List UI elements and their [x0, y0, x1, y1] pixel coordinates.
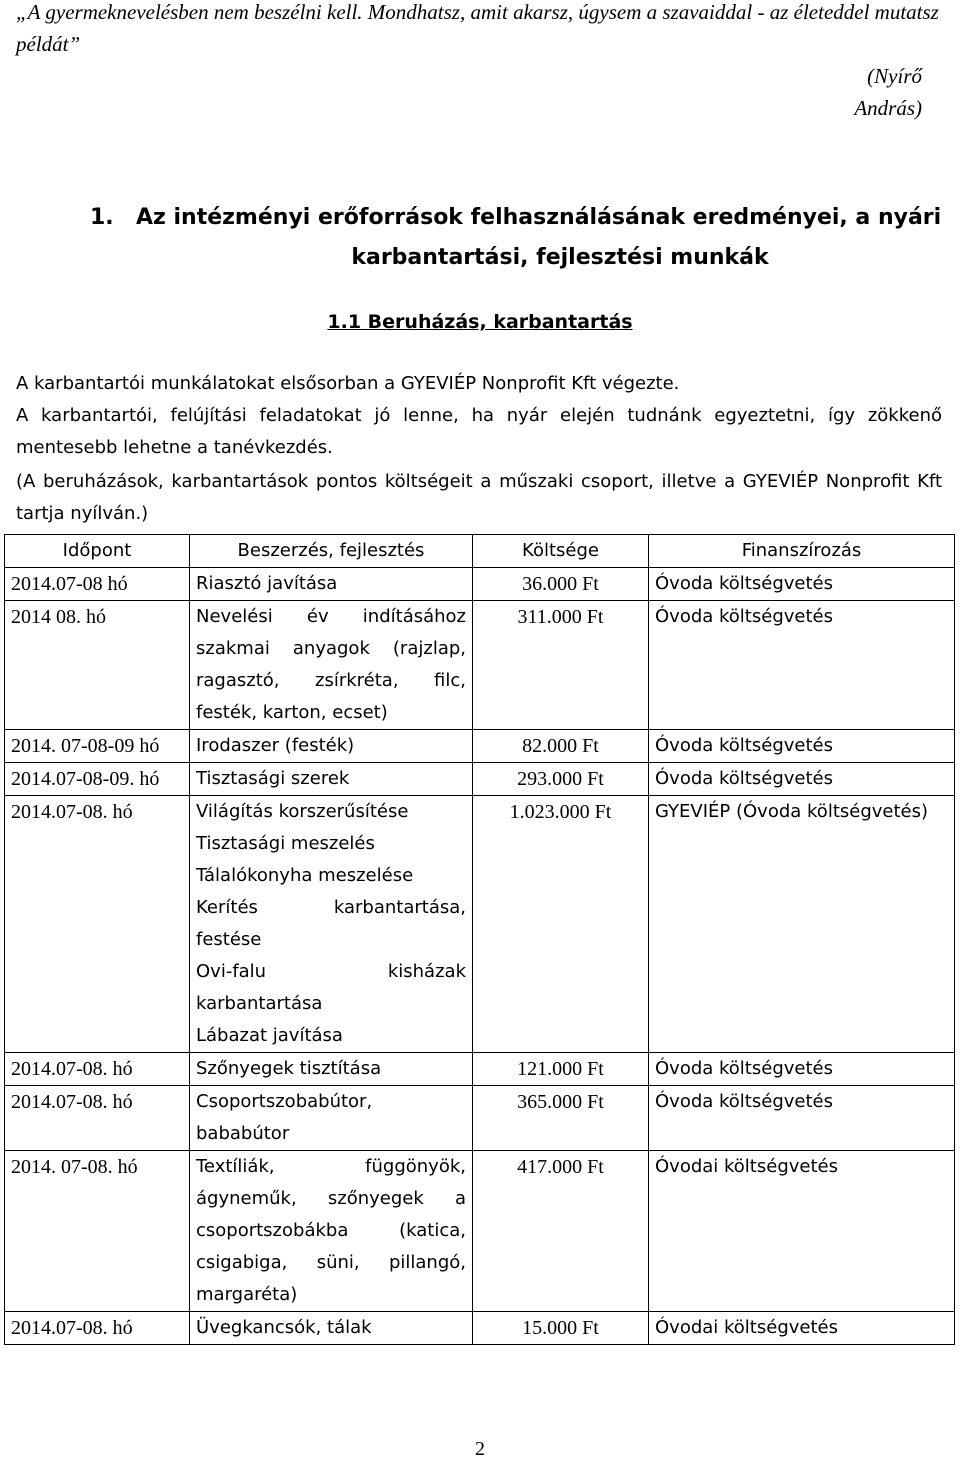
table-row [5, 568, 955, 601]
item-line: Riasztó javítása [196, 573, 338, 594]
table-row [5, 1053, 955, 1086]
item-line: Ovi-falu kisházak karbantartása [196, 961, 466, 1014]
row-funding: Óvoda költségvetés [649, 601, 955, 730]
row-date: 2014.07-08-09. hó [5, 763, 190, 796]
table-row [5, 763, 955, 796]
row-cost: 293.000 Ft [473, 763, 649, 796]
row-funding: Óvoda költségvetés [649, 1086, 955, 1151]
motto-quote [16, 0, 942, 124]
row-cost: 15.000 Ft [473, 1312, 649, 1345]
row-date: 2014. 07-08. hó [5, 1151, 190, 1312]
item-line: Tisztasági szerek [196, 768, 350, 789]
header-item: Beszerzés, fejlesztés [190, 535, 473, 568]
subsection-heading [0, 306, 960, 338]
section-title-line1: Az intézményi erőforrások felhasználásának eredményei, a nyári [136, 205, 942, 230]
row-cost: 121.000 Ft [473, 1053, 649, 1086]
header-funding: Finanszírozás [649, 535, 955, 568]
row-funding: Óvodai költségvetés [649, 1312, 955, 1345]
row-date: 2014.07-08. hó [5, 1053, 190, 1086]
item-line: Szőnyegek tisztítása [196, 1058, 382, 1079]
item-line: Kerítés karbantartása, festése [196, 897, 466, 950]
page-number: 2 [475, 1438, 485, 1460]
table-row [5, 1312, 955, 1345]
row-date: 2014.07-08. hó [5, 1312, 190, 1345]
row-date: 2014.07-08. hó [5, 796, 190, 1053]
row-item [190, 568, 473, 601]
paragraph-3: (A beruházások, karbantartások pontos költségeit a műszaki csoport, illetve a GYEVIÉP Nonprofit Kft tartja nyílván.) [16, 471, 942, 524]
row-item [190, 763, 473, 796]
subsection-title: 1.1 Beruházás, karbantartás [327, 311, 633, 333]
investment-table [4, 534, 955, 1345]
quote-author-line2: András) [854, 96, 922, 120]
row-item [190, 1086, 473, 1151]
table-row [5, 601, 955, 730]
table-row [5, 796, 955, 1053]
row-item [190, 730, 473, 763]
table-header-row [5, 535, 955, 568]
table-row [5, 1086, 955, 1151]
section-number: 1. [90, 205, 114, 230]
quote-author-line1: (Nyírő [867, 64, 922, 88]
item-line: Irodaszer (festék) [196, 735, 355, 756]
item-line: Csoportszobabútor, bababútor [196, 1091, 373, 1144]
section-heading [90, 198, 950, 278]
paragraph-1: A karbantartói munkálatokat elsősorban a GYEVIÉP Nonprofit Kft végezte. [16, 373, 680, 394]
row-funding: GYEVIÉP (Óvoda költségvetés) [649, 796, 955, 1053]
row-item [190, 1053, 473, 1086]
row-cost: 82.000 Ft [473, 730, 649, 763]
row-cost: 365.000 Ft [473, 1086, 649, 1151]
table-row [5, 730, 955, 763]
row-item [190, 601, 473, 730]
item-line: Tisztasági meszelés [196, 833, 375, 854]
section-title-line2: karbantartási, fejlesztési munkák [351, 245, 769, 270]
row-funding: Óvoda költségvetés [649, 568, 955, 601]
header-date: Időpont [5, 535, 190, 568]
row-date: 2014. 07-08-09 hó [5, 730, 190, 763]
table-row [5, 1151, 955, 1312]
item-line: Lábazat javítása [196, 1025, 343, 1046]
item-line: Nevelési év indításához szakmai anyagok (rajzlap, ragasztó, zsírkréta, filc, festék, karton, ecset) [196, 606, 466, 723]
row-date: 2014.07-08 hó [5, 568, 190, 601]
item-line: Üvegkancsók, tálak [196, 1317, 372, 1338]
header-cost: Költsége [473, 535, 649, 568]
paragraph-2: A karbantartói, felújítási feladatokat jó lenne, ha nyár elején tudnánk egyeztetni, így zökkenő mentesebb lehetne a tanévkezdés. [16, 405, 942, 458]
quote-text: „A gyermeknevelésben nem beszélni kell. Mondhatsz, amit akarsz, úgysem a szavaiddal - az életeddel mutatsz példát” [16, 0, 939, 56]
row-cost: 417.000 Ft [473, 1151, 649, 1312]
item-line: Világítás korszerűsítése [196, 801, 409, 822]
row-date: 2014 08. hó [5, 601, 190, 730]
item-line: Textíliák, függönyök, ágyneműk, szőnyegek a csoportszobákba (katica, csigabiga, süni, pillangó, margaréta) [196, 1156, 466, 1305]
row-funding: Óvoda költségvetés [649, 763, 955, 796]
row-funding: Óvodai költségvetés [649, 1151, 955, 1312]
row-item [190, 1151, 473, 1312]
row-funding: Óvoda költségvetés [649, 1053, 955, 1086]
row-cost: 1.023.000 Ft [473, 796, 649, 1053]
row-item [190, 1312, 473, 1345]
row-item [190, 796, 473, 1053]
row-cost: 311.000 Ft [473, 601, 649, 730]
row-funding: Óvoda költségvetés [649, 730, 955, 763]
row-cost: 36.000 Ft [473, 568, 649, 601]
item-line: Tálalókonyha meszelése [196, 865, 414, 886]
row-date: 2014.07-08. hó [5, 1086, 190, 1151]
